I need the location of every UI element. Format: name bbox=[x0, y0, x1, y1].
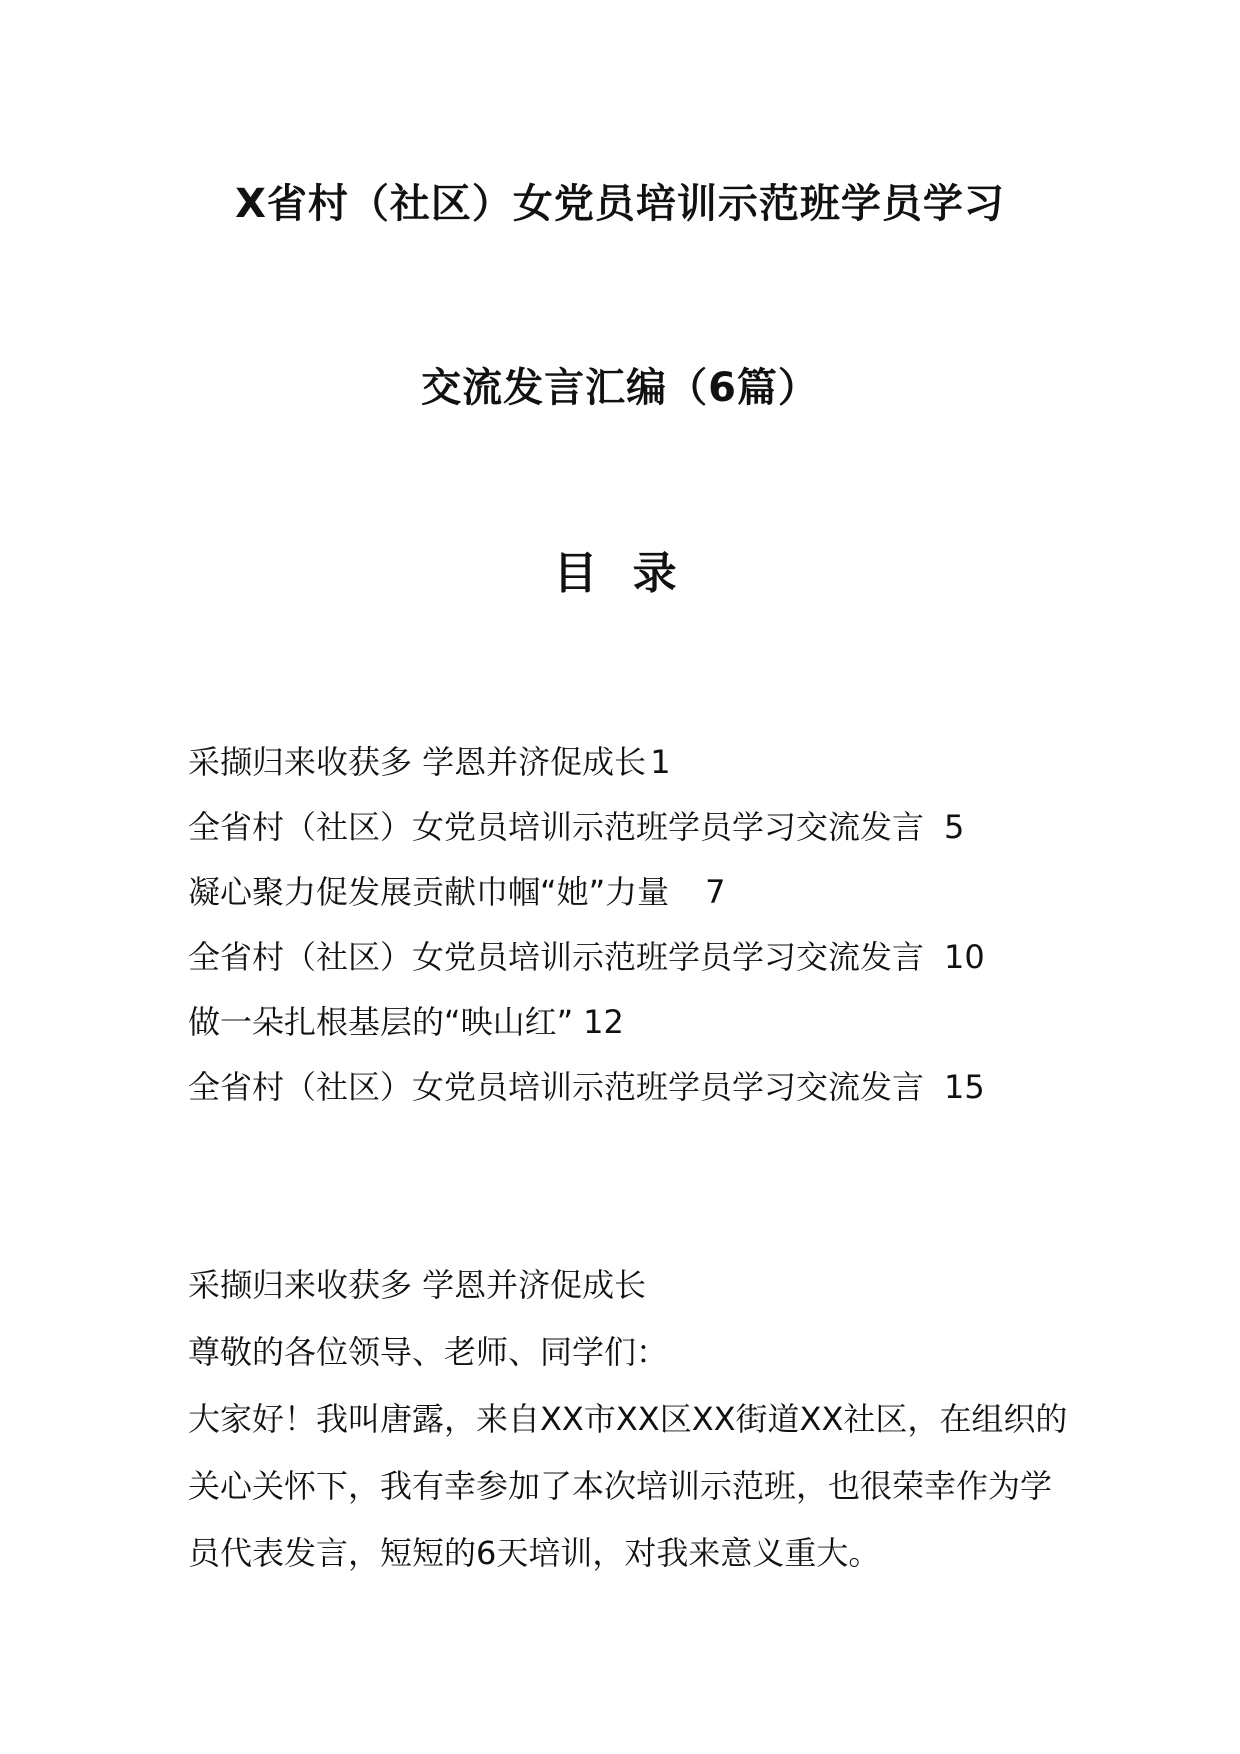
toc-entry[interactable] bbox=[188, 925, 985, 990]
document-body bbox=[188, 1252, 1068, 1587]
toc-entry-title: 采撷归来收获多 学恩并济促成长 bbox=[188, 743, 647, 781]
toc-entry-page: 10 bbox=[944, 938, 985, 976]
toc-entry-page: 15 bbox=[944, 1068, 985, 1106]
toc-entry[interactable] bbox=[188, 860, 985, 925]
toc-entry-page: 12 bbox=[583, 1003, 624, 1041]
toc-entry-page: 7 bbox=[705, 873, 726, 911]
toc-entry[interactable] bbox=[188, 1055, 985, 1120]
table-of-contents bbox=[188, 730, 985, 1120]
toc-entry-title: 全省村（社区）女党员培训示范班学员学习交流发言 bbox=[188, 808, 925, 846]
toc-entry[interactable] bbox=[188, 990, 985, 1055]
document-title-line-1: X省村（社区）女党员培训示范班学员学习 bbox=[235, 181, 1005, 227]
document-title-line-2: 交流发言汇编（6篇） bbox=[421, 365, 819, 411]
toc-entry-title: 全省村（社区）女党员培训示范班学员学习交流发言 bbox=[188, 938, 925, 976]
section-title: 采撷归来收获多 学恩并济促成长 bbox=[188, 1266, 647, 1304]
toc-entry-page: 5 bbox=[944, 808, 965, 846]
toc-entry-title: 凝心聚力促发展贡献巾帼“她”力量 bbox=[188, 873, 670, 911]
toc-entry-page: 1 bbox=[650, 743, 671, 781]
greeting-line: 尊敬的各位领导、老师、同学们： bbox=[188, 1333, 669, 1371]
toc-heading: 目 录 bbox=[553, 548, 687, 599]
toc-entry-title: 全省村（社区）女党员培训示范班学员学习交流发言 bbox=[188, 1068, 925, 1106]
toc-entry-title: 做一朵扎根基层的“映山红” bbox=[188, 1003, 574, 1041]
body-paragraph: 大家好！我叫唐露，来自XX市XX区XX街道XX社区，在组织的关心关怀下，我有幸参加了本次培训示范班，也很荣幸作为学员代表发言，短短的6天培训，对我来意义重大。 bbox=[188, 1400, 1068, 1572]
toc-entry[interactable] bbox=[188, 795, 985, 860]
toc-entry[interactable] bbox=[188, 730, 985, 795]
